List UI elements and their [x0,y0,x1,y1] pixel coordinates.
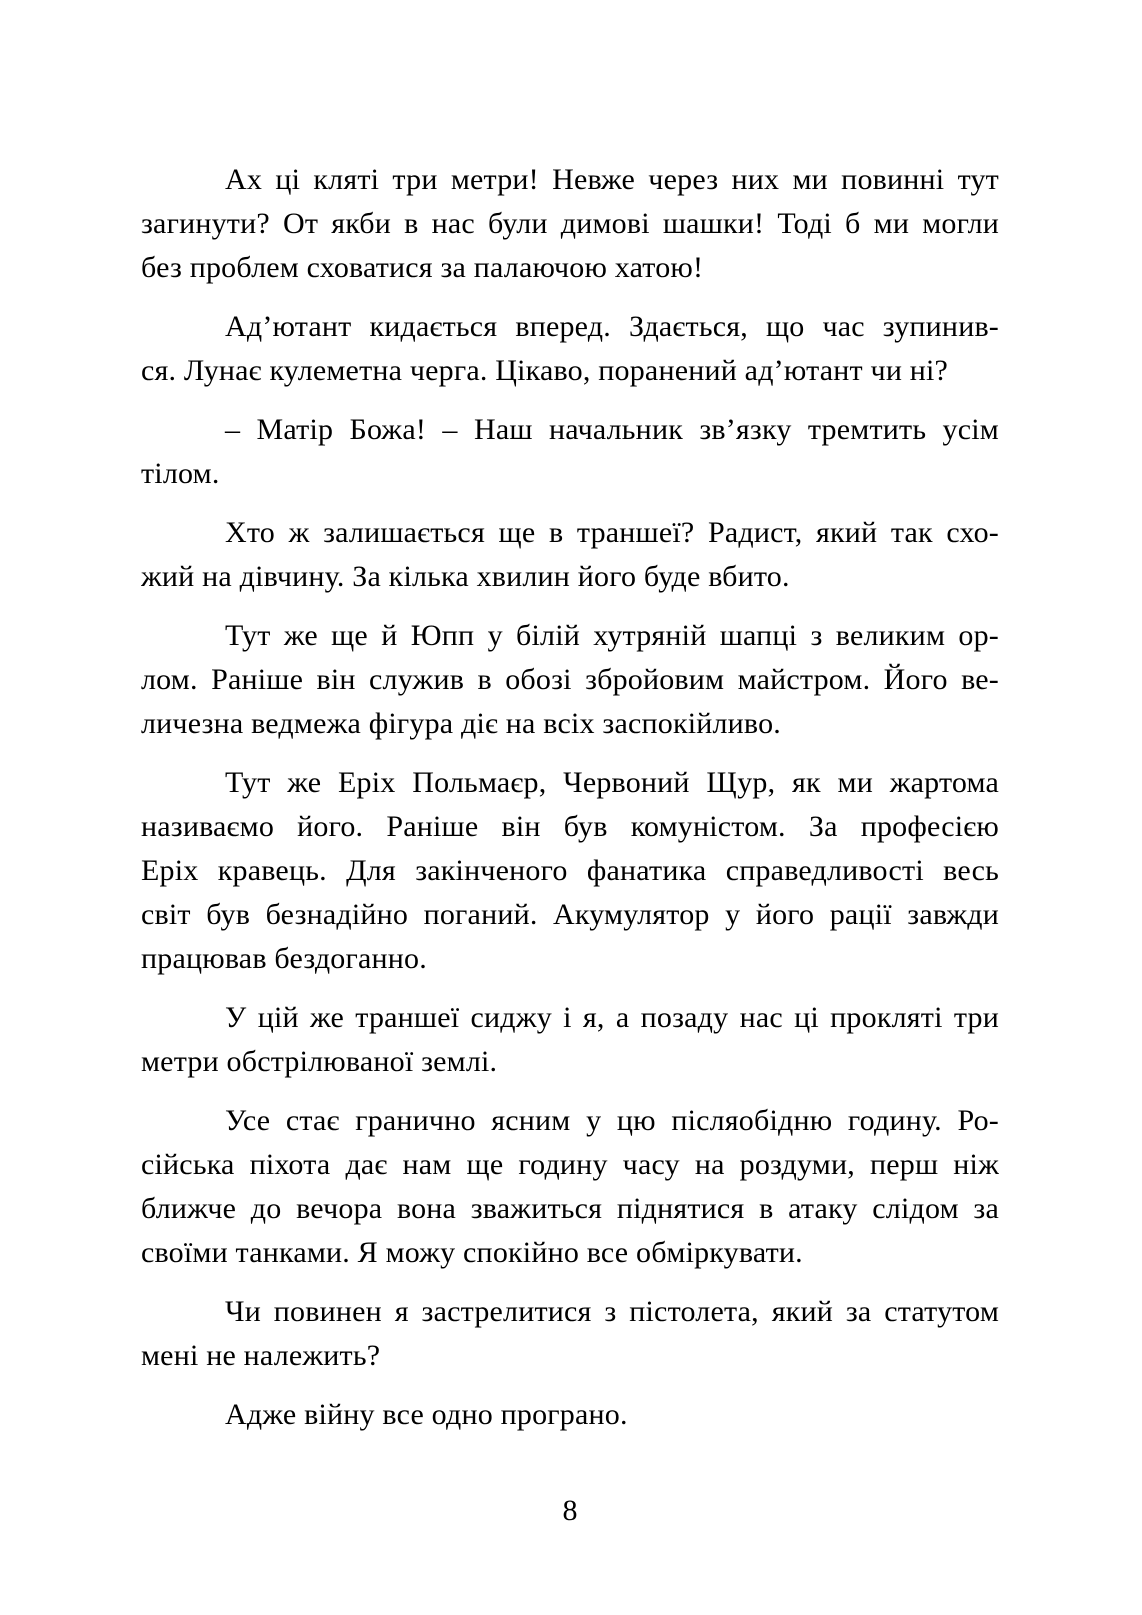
text-line: ближче до вечора вона зважиться піднятися в атаку слідом за [141,1192,999,1225]
text-line: Усе стає гранично ясним у цю післяобідню годину. Ро- [225,1104,999,1137]
paragraph [141,1099,999,1275]
paragraph [141,614,999,746]
text-line: своїми танками. Я можу спокійно все обміркувати. [141,1236,803,1269]
text-line: Чи повинен я застрелитися з пістолета, який за статутом [225,1295,999,1328]
paragraph [141,1393,999,1437]
text-line: – Матір Божа! – Наш начальник зв’язку тремтить усім [225,413,999,446]
text-line: тілом. [141,457,220,490]
text-line: Ах ці кляті три метри! Невже через них ми повинні тут [225,163,999,196]
text-line: личезна ведмежа фігура діє на всіх заспокійливо. [141,707,781,740]
text-line: Ад’ютант кидається вперед. Здається, що час зупинив- [225,310,999,343]
paragraph [141,761,999,981]
text-line: ся. Лунає кулеметна черга. Цікаво, поранений ад’ютант чи ні? [141,354,949,387]
text-line: лом. Раніше він служив в обозі збройовим майстром. Його ве- [141,663,999,696]
text-line: світ був безнадійно поганий. Акумулятор у його рації завжди [141,898,999,931]
page-number: 8 [562,1494,578,1527]
text-line: метри обстрілюваної землі. [141,1045,498,1078]
text-line: У цій же траншеї сиджу і я, а позаду нас ці прокляті три [225,1001,999,1034]
text-line: працював бездоганно. [141,942,427,975]
paragraph [141,305,999,393]
text-line: Еріх кравець. Для закінченого фанатика справедливості весь [141,854,999,887]
text-column [141,158,999,1452]
text-line: без проблем сховатися за палаючою хатою! [141,251,704,284]
text-line: сійська піхота дає нам ще годину часу на роздуми, перш ніж [141,1148,999,1181]
text-line: Адже війну все одно програно. [225,1398,628,1431]
text-line: Тут же Еріх Польмаєр, Червоний Щур, як ми жартома [225,766,999,799]
paragraph [141,158,999,290]
paragraph [141,996,999,1084]
text-line: жий на дівчину. За кілька хвилин його буде вбито. [141,560,790,593]
text-line: Хто ж залишається ще в траншеї? Радист, який так схо- [225,516,999,549]
paragraph [141,511,999,599]
text-line: Тут же ще й Юпп у білій хутряній шапці з великим ор- [225,619,999,652]
text-line: називаємо його. Раніше він був комуністом. За професією [141,810,999,843]
paragraph [141,408,999,496]
paragraph [141,1290,999,1378]
text-line: загинути? От якби в нас були димові шашки! Тоді б ми могли [141,207,999,240]
text-line: мені не належить? [141,1339,381,1372]
